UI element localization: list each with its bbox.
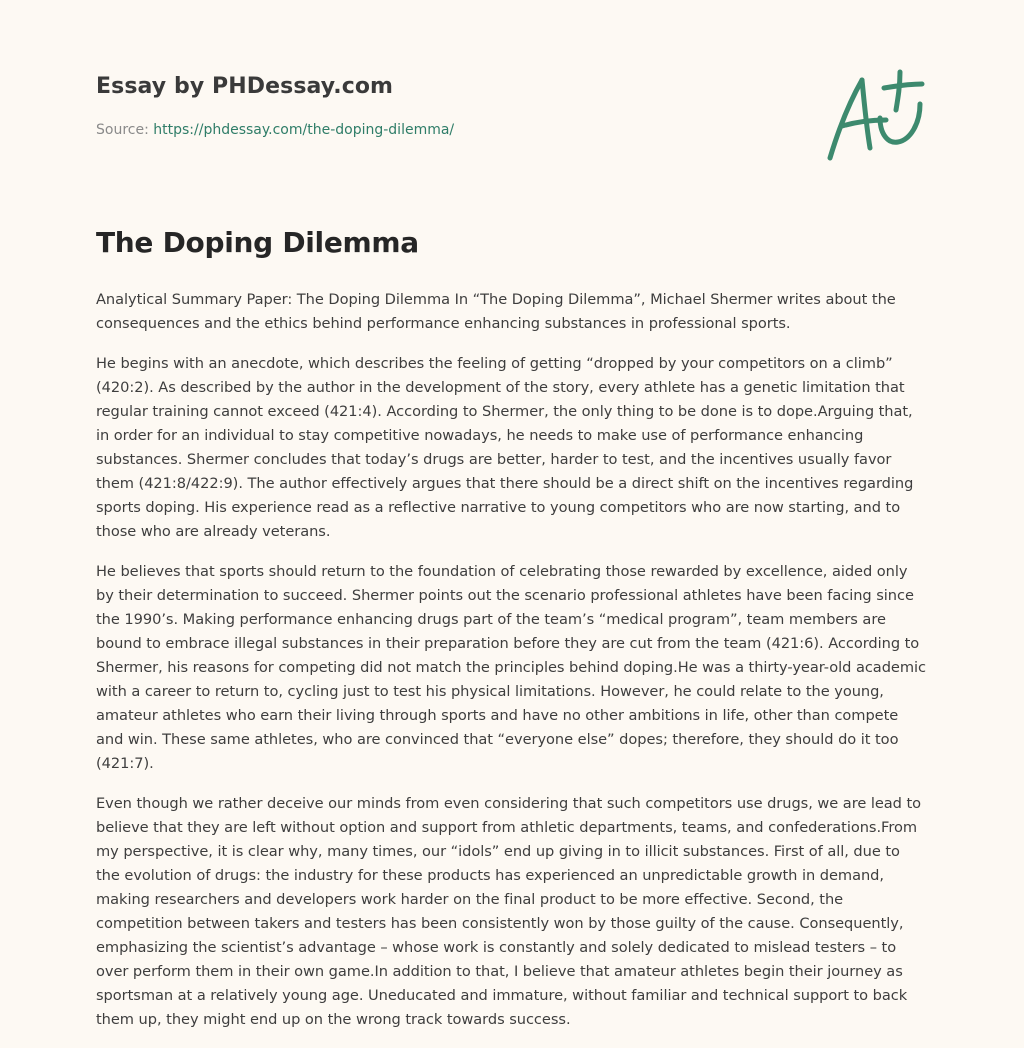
a-plus-logo-icon	[822, 68, 926, 164]
article	[96, 226, 928, 1048]
source-line	[96, 122, 796, 138]
source-label: Source:	[96, 122, 149, 138]
source-link[interactable]: https://phdessay.com/the-doping-dilemma/	[153, 122, 455, 138]
article-paragraph: Even though we rather deceive our minds from even considering that such competitors use drugs, we are lead to believe that they are left without option and support from athletic departments, teams, and confederations.From my perspective, it is clear why, many times, our “idols” end up giving in to illicit substances. First of all, due to the evolution of drugs: the industry for these products has experienced an unpredictable growth in demand, making researchers and developers work harder on the final product to be more effective. Second, the competition between takers and testers has been consistently won by those guilty of the cause. Consequently, emphasizing the scientist’s advantage – whose work is constantly and solely dedicated to mislead testers – to over perform them in their own game.In addition to that, I believe that amateur athletes begin their journey as sportsman at a relatively young age. Uneducated and immature, without familiar and technical support to back them up, they might end up on the wrong track towards success.	[96, 795, 922, 1028]
article-paragraph: Analytical Summary Paper: The Doping Dilemma In “The Doping Dilemma”, Michael Shermer writes about the consequences and the ethics behind performance enhancing substances in professional sports.	[96, 291, 896, 332]
page-header	[96, 74, 796, 138]
article-paragraph: He begins with an anecdote, which describes the feeling of getting “dropped by your competitors on a climb” (420:2). As described by the author in the development of the story, every athlete has a genetic limitation that regular training cannot exceed (421:4). According to Shermer, the only thing to be done is to dope.Arguing that, in order for an individual to stay competitive nowadays, he needs to make use of performance enhancing substances. Shermer concludes that today’s drugs are better, harder to test, and the incentives usually favor them (421:8/422:9). The author effectively argues that there should be a direct shift on the incentives regarding sports doping. His experience read as a reflective narrative to young competitors who are now starting, and to those who are already veterans.	[96, 355, 914, 540]
page-title: The Doping Dilemma	[96, 226, 419, 259]
article-paragraph: He believes that sports should return to the foundation of celebrating those rewarded by excellence, aided only by their determination to succeed. Shermer points out the scenario professional athletes have been facing since the 1990’s. Making performance enhancing drugs part of the team’s “medical program”, team members are bound to embrace illegal substances in their preparation before they are cut from the team (421:6). According to Shermer, his reasons for competing did not match the principles behind doping.He was a thirty-year-old academic with a career to return to, cycling just to test his physical limitations. However, he could relate to the young, amateur athletes who earn their living through sports and have no other ambitions in life, other than compete and win. These same athletes, who are convinced that “everyone else” dopes; therefore, they should do it too (421:7).	[96, 563, 926, 772]
site-title: Essay by PHDessay.com	[96, 74, 394, 99]
